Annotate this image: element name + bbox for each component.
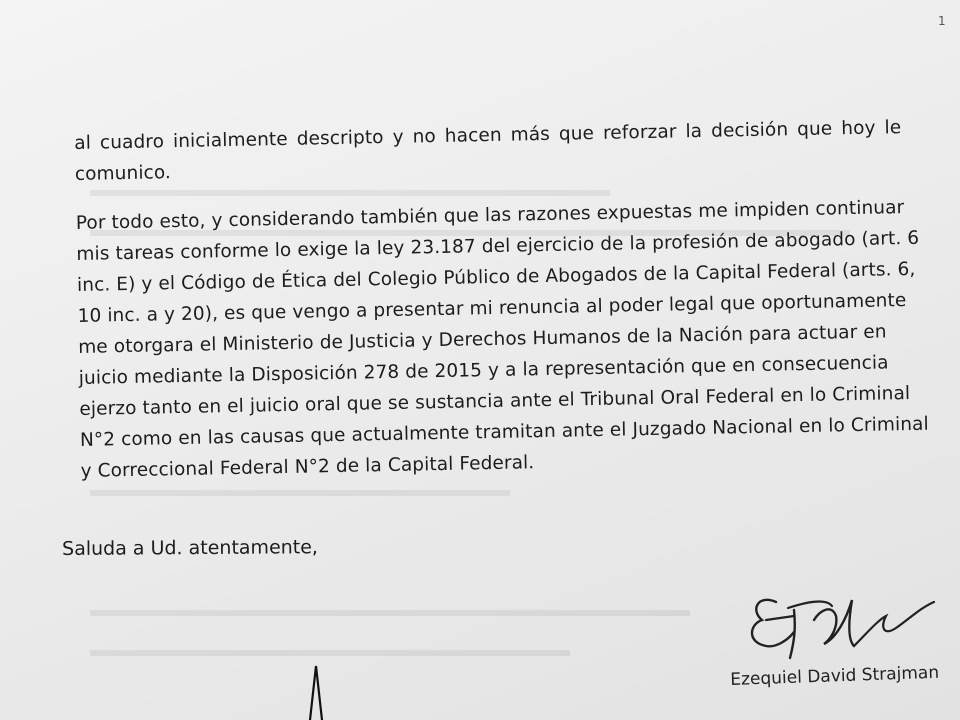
text-line: y Correccional Federal N°2 de la Capital Federal.	[80, 452, 535, 482]
closing-salutation: Saluda a Ud. atentamente,	[62, 536, 319, 560]
text-line: 10 inc. a y 20), es que vengo a presentar mi renuncia al poder legal que oportunamente	[77, 290, 907, 327]
text-line: al cuadro inicialmente descripto y no hacen más que reforzar la decisión que hoy le	[74, 117, 902, 154]
page-number: 1	[938, 14, 946, 28]
text-line: me otorgara el Ministerio de Justicia y Derechos Humanos de la Nación para actuar en	[78, 321, 887, 358]
text-line: comunico.	[74, 162, 172, 185]
letter-body	[74, 112, 929, 487]
text-line: mis tareas conforme lo exige la ley 23.187 del ejercicio de la profesión de abogado (art. 6	[76, 227, 920, 265]
text-line: Por todo esto, y considerando también que las razones expuestas me impiden continuar	[75, 197, 905, 234]
text-line: juicio mediante la Disposición 278 de 2015 y a la representación que en consecuencia	[78, 352, 889, 389]
signer-name: Ezequiel David Strajman	[730, 662, 940, 690]
text-line: inc. E) y el Código de Ética del Colegio Público de Abogados de la Capital Federal (arts. 6,	[76, 258, 916, 296]
text-line: ejerzo tanto en el juicio oral que se sustancia ante el Tribunal Oral Federal en lo Criminal	[79, 382, 911, 420]
pen-stroke-mark	[296, 662, 336, 720]
handwritten-signature-icon	[736, 580, 946, 670]
paragraph-2	[75, 192, 929, 487]
text-line: N°2 como en las causas que actualmente tramitan ante el Juzgado Nacional en lo Criminal	[79, 413, 929, 451]
signature-block	[726, 580, 956, 710]
